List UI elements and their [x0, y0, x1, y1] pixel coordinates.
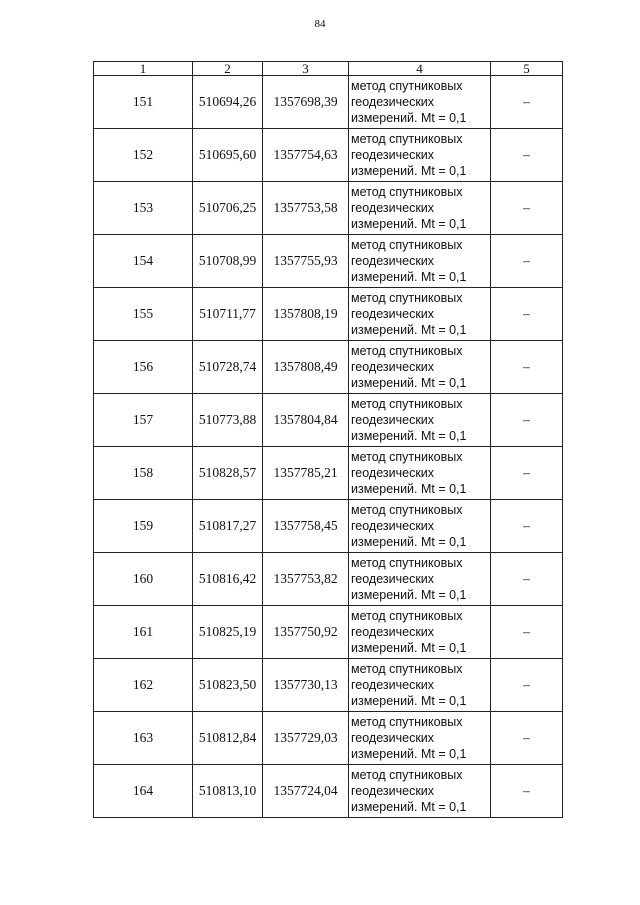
method-line: геодезических [351, 731, 435, 745]
x-coordinate-cell: 510825,19 [193, 606, 263, 659]
point-number-cell: 154 [94, 235, 193, 288]
y-coordinate-cell: 1357730,13 [263, 659, 349, 712]
method-cell [349, 341, 491, 394]
method-line: геодезических [351, 254, 435, 268]
method-cell [349, 288, 491, 341]
method-line: геодезических [351, 625, 435, 639]
x-coordinate-cell: 510706,25 [193, 182, 263, 235]
table-row [94, 288, 563, 341]
method-line: измерений. Mt = 0,1 [351, 429, 467, 443]
y-coordinate-cell: 1357754,63 [263, 129, 349, 182]
method-line: метод спутниковых [351, 185, 463, 199]
method-line: геодезических [351, 360, 435, 374]
note-cell: – [491, 765, 563, 818]
column-header-5: 5 [491, 62, 563, 76]
table-row [94, 765, 563, 818]
point-number-cell: 161 [94, 606, 193, 659]
x-coordinate-cell: 510695,60 [193, 129, 263, 182]
method-cell [349, 394, 491, 447]
method-line: измерений. Mt = 0,1 [351, 535, 467, 549]
method-line: измерений. Mt = 0,1 [351, 376, 467, 390]
column-header-2: 2 [193, 62, 263, 76]
y-coordinate-cell: 1357698,39 [263, 76, 349, 129]
method-cell [349, 659, 491, 712]
y-coordinate-cell: 1357808,19 [263, 288, 349, 341]
table-body [94, 76, 563, 818]
method-line: измерений. Mt = 0,1 [351, 217, 467, 231]
y-coordinate-cell: 1357758,45 [263, 500, 349, 553]
note-cell: – [491, 447, 563, 500]
note-cell: – [491, 76, 563, 129]
table-row [94, 76, 563, 129]
method-cell [349, 765, 491, 818]
point-number-cell: 162 [94, 659, 193, 712]
y-coordinate-cell: 1357724,04 [263, 765, 349, 818]
y-coordinate-cell: 1357750,92 [263, 606, 349, 659]
method-line: геодезических [351, 519, 435, 533]
method-line: геодезических [351, 784, 435, 798]
method-line: метод спутниковых [351, 238, 463, 252]
point-number-cell: 151 [94, 76, 193, 129]
method-cell [349, 235, 491, 288]
method-line: измерений. Mt = 0,1 [351, 111, 467, 125]
method-cell [349, 182, 491, 235]
point-number-cell: 160 [94, 553, 193, 606]
method-line: геодезических [351, 413, 435, 427]
point-number-cell: 157 [94, 394, 193, 447]
method-cell [349, 447, 491, 500]
note-cell: – [491, 288, 563, 341]
y-coordinate-cell: 1357808,49 [263, 341, 349, 394]
method-line: измерений. Mt = 0,1 [351, 482, 467, 496]
table-header-row [94, 62, 563, 76]
table-row [94, 659, 563, 712]
method-line: метод спутниковых [351, 79, 463, 93]
coordinates-table [93, 61, 563, 818]
method-line: метод спутниковых [351, 662, 463, 676]
x-coordinate-cell: 510728,74 [193, 341, 263, 394]
table-row [94, 606, 563, 659]
method-line: метод спутниковых [351, 556, 463, 570]
x-coordinate-cell: 510708,99 [193, 235, 263, 288]
table-row [94, 394, 563, 447]
y-coordinate-cell: 1357755,93 [263, 235, 349, 288]
column-header-3: 3 [263, 62, 349, 76]
method-line: метод спутниковых [351, 503, 463, 517]
method-line: метод спутниковых [351, 344, 463, 358]
note-cell: – [491, 235, 563, 288]
method-cell [349, 553, 491, 606]
table-row [94, 235, 563, 288]
method-line: измерений. Mt = 0,1 [351, 641, 467, 655]
table-row [94, 341, 563, 394]
method-cell [349, 129, 491, 182]
method-line: метод спутниковых [351, 768, 463, 782]
method-line: геодезических [351, 466, 435, 480]
note-cell: – [491, 500, 563, 553]
y-coordinate-cell: 1357753,82 [263, 553, 349, 606]
point-number-cell: 164 [94, 765, 193, 818]
point-number-cell: 152 [94, 129, 193, 182]
note-cell: – [491, 712, 563, 765]
table-row [94, 712, 563, 765]
y-coordinate-cell: 1357804,84 [263, 394, 349, 447]
table-row [94, 500, 563, 553]
y-coordinate-cell: 1357785,21 [263, 447, 349, 500]
method-line: геодезических [351, 572, 435, 586]
method-cell [349, 76, 491, 129]
method-line: метод спутниковых [351, 715, 463, 729]
x-coordinate-cell: 510711,77 [193, 288, 263, 341]
x-coordinate-cell: 510694,26 [193, 76, 263, 129]
x-coordinate-cell: 510828,57 [193, 447, 263, 500]
note-cell: – [491, 553, 563, 606]
method-line: измерений. Mt = 0,1 [351, 164, 467, 178]
note-cell: – [491, 659, 563, 712]
point-number-cell: 159 [94, 500, 193, 553]
method-line: геодезических [351, 201, 435, 215]
method-line: метод спутниковых [351, 132, 463, 146]
method-line: метод спутниковых [351, 609, 463, 623]
method-line: метод спутниковых [351, 397, 463, 411]
method-cell [349, 712, 491, 765]
method-line: измерений. Mt = 0,1 [351, 323, 467, 337]
x-coordinate-cell: 510773,88 [193, 394, 263, 447]
column-header-4: 4 [349, 62, 491, 76]
point-number-cell: 155 [94, 288, 193, 341]
method-cell [349, 606, 491, 659]
table-row [94, 447, 563, 500]
method-line: измерений. Mt = 0,1 [351, 747, 467, 761]
method-line: измерений. Mt = 0,1 [351, 694, 467, 708]
method-line: геодезических [351, 678, 435, 692]
x-coordinate-cell: 510817,27 [193, 500, 263, 553]
x-coordinate-cell: 510823,50 [193, 659, 263, 712]
method-line: измерений. Mt = 0,1 [351, 800, 467, 814]
x-coordinate-cell: 510813,10 [193, 765, 263, 818]
method-cell [349, 500, 491, 553]
note-cell: – [491, 606, 563, 659]
table-row [94, 553, 563, 606]
method-line: измерений. Mt = 0,1 [351, 270, 467, 284]
y-coordinate-cell: 1357753,58 [263, 182, 349, 235]
x-coordinate-cell: 510816,42 [193, 553, 263, 606]
note-cell: – [491, 341, 563, 394]
note-cell: – [491, 182, 563, 235]
point-number-cell: 156 [94, 341, 193, 394]
note-cell: – [491, 394, 563, 447]
x-coordinate-cell: 510812,84 [193, 712, 263, 765]
note-cell: – [491, 129, 563, 182]
y-coordinate-cell: 1357729,03 [263, 712, 349, 765]
method-line: метод спутниковых [351, 450, 463, 464]
method-line: измерений. Mt = 0,1 [351, 588, 467, 602]
table-row [94, 129, 563, 182]
method-line: метод спутниковых [351, 291, 463, 305]
column-header-1: 1 [94, 62, 193, 76]
method-line: геодезических [351, 95, 435, 109]
page-number: 84 [314, 18, 326, 30]
method-line: геодезических [351, 307, 435, 321]
point-number-cell: 153 [94, 182, 193, 235]
table-row [94, 182, 563, 235]
point-number-cell: 158 [94, 447, 193, 500]
point-number-cell: 163 [94, 712, 193, 765]
method-line: геодезических [351, 148, 435, 162]
